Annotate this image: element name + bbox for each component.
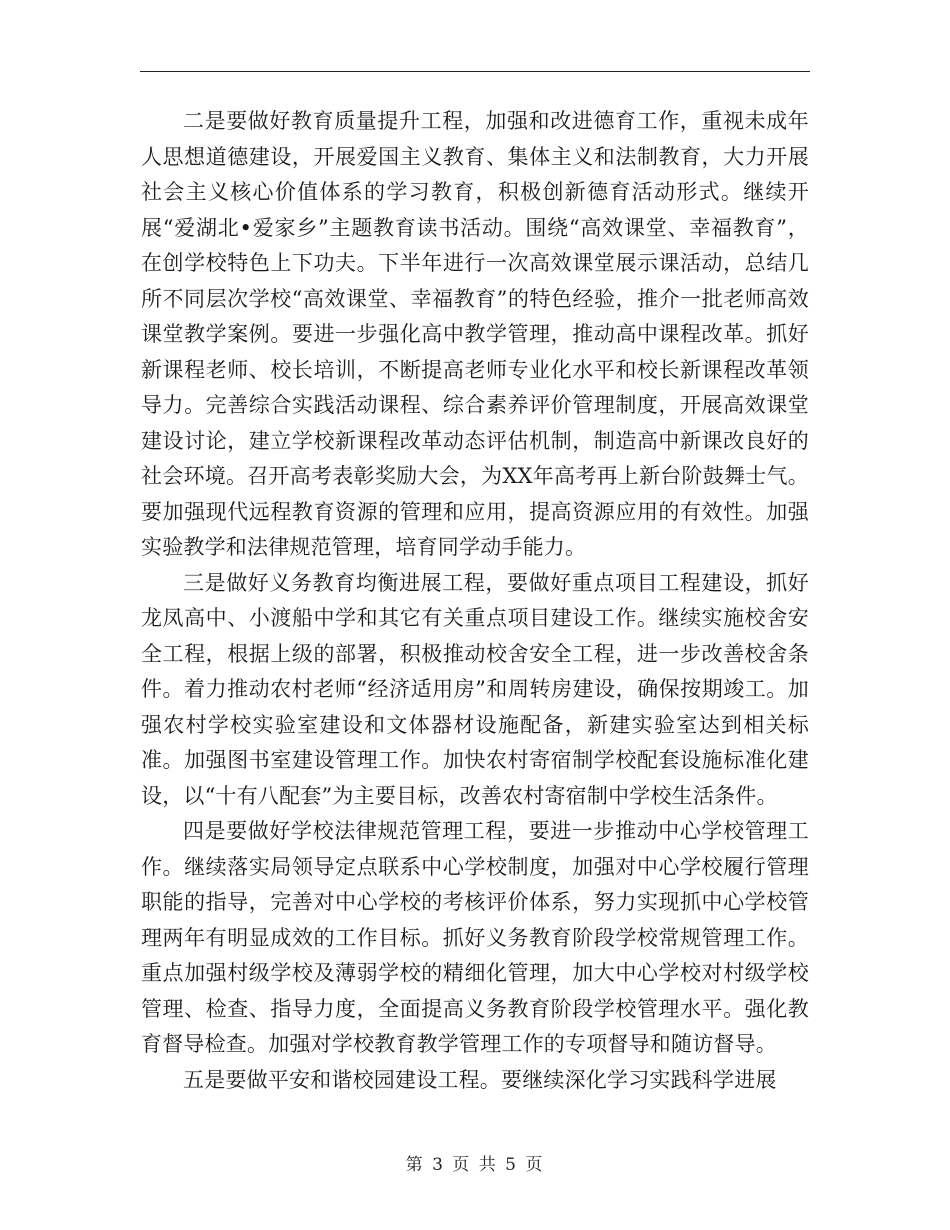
- document-body: [141, 104, 809, 1098]
- page-number: 第 3 页 共 5 页: [405, 1155, 545, 1175]
- paragraph-quality-project: 二是要做好教育质量提升工程，加强和改进德育工作，重视未成年人思想道德建设，开展爱国主义教育、集体主义和法制教育，大力开展社会主义核心价值体系的学习教育，积极创新德育活动形式。继续开展“爱湖北•爱家乡”主题教育读书活动。围绕“高效课堂、幸福教育”，在创学校特色上下功夫。下半年进行一次高效课堂展示课活动，总结几所不同层次学校“高效课堂、幸福教育”的特色经验，推介一批老师高效课堂教学案例。要进一步强化高中教学管理，推动高中课程改革。抓好新课程老师、校长培训，不断提高老师专业化水平和校长新课程改革领导力。完善综合实践活动课程、综合素养评价管理制度，开展高效课堂建设讨论，建立学校新课程改革动态评估机制，制造高中新课改良好的社会环境。召开高考表彰奖励大会，为XX年高考再上新台阶鼓舞士气。要加强现代远程教育资源的管理和应用，提高资源应用的有效性。加强实验教学和法律规范管理，培育同学动手能力。: [141, 109, 809, 559]
- paragraph-compulsory-education: 三是做好义务教育均衡进展工程，要做好重点项目工程建设，抓好龙凤高中、小渡船中学和其它有关重点项目建设工作。继续实施校舍安全工程，根据上级的部署，积极推动校舍安全工程，进一步改善校舍条件。着力推动农村老师“经济适用房”和周转房建设，确保按期竣工。加强农村学校实验室建设和文体器材设施配备，新建实验室达到相关标准。加强图书室建设管理工作。加快农村寄宿制学校配套设施标准化建设，以“十有八配套”为主要目标，改善农村寄宿制中学校生活条件。: [141, 570, 809, 808]
- paragraph-safe-campus: 五是要做平安和谐校园建设工程。要继续深化学习实践科学进展: [183, 1067, 777, 1092]
- header-rule: [140, 71, 810, 72]
- paragraph-school-management: 四是要做好学校法律规范管理工程，要进一步推动中心学校管理工作。继续落实局领导定点联系中心学校制度，加强对中心学校履行管理职能的指导，完善对中心学校的考核评价体系，努力实现抓中心学校管理两年有明显成效的工作目标。抓好义务教育阶段学校常规管理工作。重点加强村级学校及薄弱学校的精细化管理，加大中心学校对村级学校管理、检查、指导力度，全面提高义务教育阶段学校管理水平。强化教育督导检查。加强对学校教育教学管理工作的专项督导和随访督导。: [141, 819, 809, 1056]
